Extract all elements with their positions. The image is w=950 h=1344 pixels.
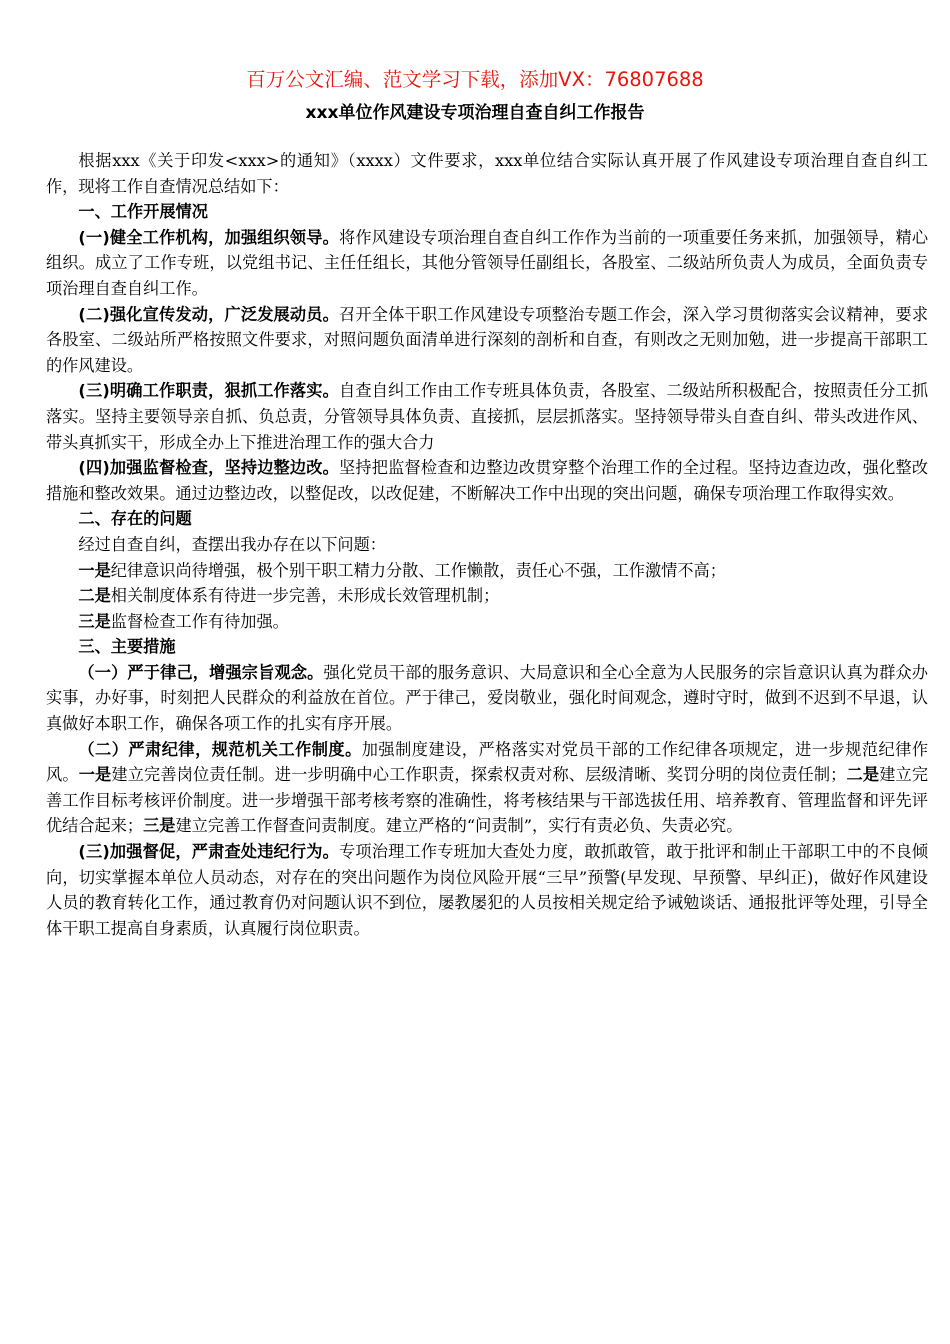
document-body [46,148,928,941]
item-text: 建立完善工作督查问责制度。建立严格的“问责制”，实行有责必负、失责必究。 [175,816,743,836]
section3-item-3 [46,839,928,941]
item-lead: 二是 [78,586,111,606]
intro-paragraph: 根据xxx《关于印发<xxx>的通知》（xxxx）文件要求，xxx单位结合实际认真开展了作风建设专项治理自查自纠工作，现将工作自查情况总结如下： [46,151,928,196]
item-sublead: 二是 [846,765,880,785]
section-heading-2: 二、存在的问题 [78,509,192,529]
section2-item-1 [46,558,928,584]
item-text: 自查自纠工作由工作专班具体负责，各股室、二级站所积极配合，按照责任分工抓落实。坚持主要领导亲自抓、负总责，分管领导具体负责、直接抓，层层抓落实。坚持领导带头自查自纠、带头改进作风、带头真抓实干，形成全办上下推进治理工作的强大合力 [46,381,929,452]
item-text: 建立完善岗位责任制。进一步明确中心工作职责，探索权责对称、层级清晰、奖罚分明的岗位责任制； [111,765,847,785]
section-heading-1: 一、工作开展情况 [78,202,208,222]
item-lead: (一)健全工作机构，加强组织领导。 [78,227,340,247]
item-sublead: 三是 [143,816,176,836]
item-text: 加强制度建设，严格落实对党员干部的工作纪律各项规定，进一步规范纪律作风。 [46,739,929,785]
item-lead: 一是 [78,560,111,580]
item-lead: (四)加强监督检查，坚持边整边改。 [78,458,340,478]
item-text: 召开全体干职工作风建设专项整治专题工作会，深入学习贯彻落实会议精神，要求各股室、二级站所严格按照文件要求，对照问题负面清单进行深刻的剖析和自查，有则改之无则加勉，进一步提高干部职工的作风建设。 [46,304,929,375]
item-lead: （一）严于律己，增强宗旨观念。 [78,662,324,682]
item-text: 纪律意识尚待增强，极个别干职工精力分散、工作懒散，责任心不强，工作激情不高； [110,560,726,580]
item-lead: (三)明确工作职责，狠抓工作落实。 [78,381,340,401]
document-title: xxx单位作风建设专项治理自查自纠工作报告 [305,103,645,123]
item-text: 相关制度体系有待进一步完善，未形成长效管理机制； [110,586,500,606]
item-text: 监督检查工作有待加强。 [110,611,289,631]
item-lead: （二）严肃纪律，规范机关工作制度。 [78,739,362,759]
item-lead: (三)加强督促，严肃查处违纪行为。 [78,842,340,862]
item-text: 建立完善工作目标考核评价制度。进一步增强干部考核考察的准确性，将考核结果与干部选拔任用、培养教育、管理监督和评先评优结合起来； [46,765,929,836]
section1-item-3 [46,378,928,455]
section2-item-2 [46,583,928,609]
section2-intro: 经过自查自纠，查摆出我办存在以下问题： [78,534,386,554]
section2-item-3 [46,609,928,635]
section1-item-4 [46,455,928,506]
item-text: 坚持把监督检查和边整边改贯穿整个治理工作的全过程。坚持边查边改，强化整改措施和整改效果。通过边整边改，以整促改，以改促建，不断解决工作中出现的突出问题，确保专项治理工作取得实效。 [46,458,929,503]
section3-item-1 [46,660,928,737]
item-text: 将作风建设专项治理自查自纠工作作为当前的一项重要任务来抓，加强领导，精心组织。成立了工作专班，以党组书记、主任任组长，其他分管领导任副组长，各股室、二级站所负责人为成员，全面负责专项治理自查自纠工作。 [46,227,929,298]
section3-item-2 [46,737,928,839]
section1-item-2 [46,302,928,379]
item-lead: (二)强化宣传发动，广泛发展动员。 [78,304,340,324]
item-text: 强化党员干部的服务意识、大局意识和全心全意为人民服务的宗旨意识认真为群众办实事，办好事，时刻把人民群众的利益放在首位。严于律己，爱岗敬业，强化时间观念，遵时守时，做到不迟到不早退，认真做好本职工作，确保各项工作的扎实有序开展。 [46,662,928,734]
section-heading-3: 三、主要措施 [78,637,176,657]
item-sublead: 一是 [78,765,112,785]
item-text: 专项治理工作专班加大查处力度，敢抓敢管，敢于批评和制止干部职工中的不良倾向，切实掌握本单位人员动态，对存在的突出问题作为岗位风险开展“三早”预警(早发现、早预警、早纠正)，做好作风建设人员的教育转化工作，通过教育仍对问题认识不到位，屡教屡犯的人员按相关规定给予诫勉谈话、通报批评等处理，引导全体干职工提高自身素质，认真履行岗位职责。 [46,842,929,938]
section1-item-1 [46,225,928,302]
promo-banner: 百万公文汇编、范文学习下载，添加VX：76807688 [246,68,704,91]
item-lead: 三是 [78,611,111,631]
